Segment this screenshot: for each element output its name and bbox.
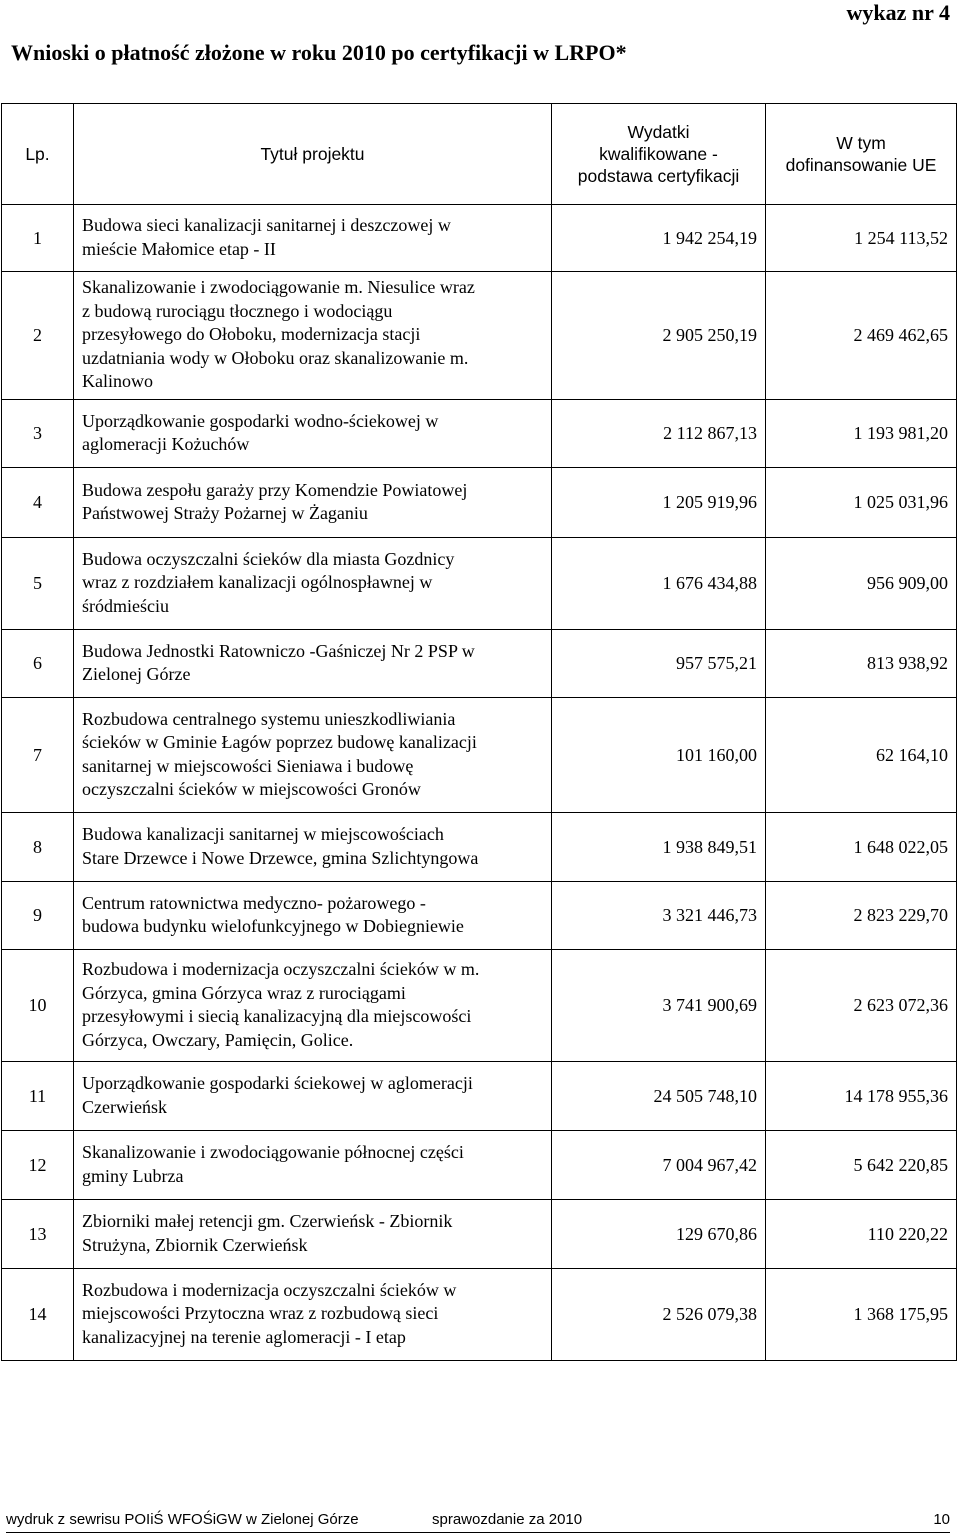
project-title-line: mieście Małomice etap - II [82,238,276,259]
header-eligible-line: podstawa certyfikacji [577,166,740,186]
row-eligible-expenses: 1 938 849,51 [552,813,766,882]
row-eu-cofinancing: 1 648 022,05 [766,813,957,882]
table-row [2,538,957,630]
table-row [2,1062,957,1131]
row-lp: 1 [2,205,74,272]
project-title-line: Budowa Jednostki Ratowniczo -Gaśniczej Nr 2 PSP w [82,640,475,661]
project-title-line: z budową rurociągu tłocznego i wodociągu [82,300,393,321]
row-eu-cofinancing: 5 642 220,85 [766,1131,957,1200]
row-eu-cofinancing: 110 220,22 [766,1200,957,1269]
row-eligible-expenses: 957 575,21 [552,630,766,698]
row-eligible-expenses: 3 321 446,73 [552,882,766,950]
footer-rule [6,1532,950,1533]
row-lp: 6 [2,630,74,698]
project-title-line: kanalizacyjnej na terenie aglomeracji - I etap [82,1326,406,1347]
project-title-line: Skanalizowanie i zwodociągowanie m. Niesulice wraz [82,277,475,298]
row-project-title [74,698,552,813]
project-title-line: Czerwieńsk [82,1096,167,1117]
page-title: Wnioski o płatność złożone w roku 2010 po certyfikacji w LRPO* [11,40,627,65]
footer-page-number: 10 [933,1511,950,1528]
project-title-line: śródmieściu [82,595,169,616]
table-row [2,1269,957,1361]
row-project-title [74,205,552,272]
row-eu-cofinancing: 2 623 072,36 [766,950,957,1062]
row-eu-cofinancing: 1 025 031,96 [766,468,957,538]
row-eu-cofinancing: 1 254 113,52 [766,205,957,272]
row-lp: 7 [2,698,74,813]
row-project-title [74,630,552,698]
project-title-line: Rozbudowa centralnego systemu unieszkodliwiania [82,708,456,729]
row-project-title [74,1200,552,1269]
row-lp: 11 [2,1062,74,1131]
table-row [2,1200,957,1269]
table-row [2,950,957,1062]
header-eu-line: dofinansowanie UE [785,155,937,175]
header-eligible [552,104,766,205]
table-row [2,468,957,538]
row-eu-cofinancing: 956 909,00 [766,538,957,630]
project-title-line: sanitarnej w miejscowości Sieniawa i budowę [82,755,414,776]
row-lp: 10 [2,950,74,1062]
row-lp: 5 [2,538,74,630]
row-project-title [74,1062,552,1131]
row-project-title [74,1131,552,1200]
row-lp: 8 [2,813,74,882]
project-title-line: Zielonej Górze [82,664,191,684]
project-title-line: uzdatniania wody w Ołoboku oraz skanalizowanie m. [82,347,469,368]
page-footer [6,1511,950,1533]
project-title-line: przesyłowego do Ołoboku, modernizacja stacji [82,324,421,345]
project-title-line: Zbiorniki małej retencji gm. Czerwieńsk - Zbiornik [82,1211,453,1231]
list-number-label: wykaz nr 4 [846,0,950,25]
project-title-line: Skanalizowanie i zwodociągowanie północnej części [82,1142,464,1162]
header-row [2,104,957,205]
row-eligible-expenses: 2 112 867,13 [552,400,766,468]
project-title-line: Strużyna, Zbiornik Czerwieńsk [82,1234,308,1255]
row-lp: 9 [2,882,74,950]
table-row [2,698,957,813]
row-eu-cofinancing: 2 469 462,65 [766,272,957,400]
project-title-line: miejscowości Przytoczna wraz z rozbudową sieci [82,1303,439,1324]
project-title-line: Państwowej Straży Pożarnej w Żaganiu [82,503,368,523]
row-project-title [74,813,552,882]
row-lp: 14 [2,1269,74,1361]
row-project-title [74,468,552,538]
row-project-title [74,882,552,950]
table-row [2,630,957,698]
header-title: Tytuł projektu [74,104,552,205]
table-row [2,272,957,400]
row-project-title [74,272,552,400]
row-lp: 13 [2,1200,74,1269]
table-row [2,1131,957,1200]
row-eu-cofinancing: 1 368 175,95 [766,1269,957,1361]
table-row [2,882,957,950]
project-title-line: oczyszczalni ścieków w miejscowości Gronów [82,779,421,799]
project-title-line: aglomeracji Kożuchów [82,434,250,454]
project-title-line: Budowa zespołu garaży przy Komendzie Powiatowej [82,479,468,500]
project-title-line: Budowa oczyszczalni ścieków dla miasta Gozdnicy [82,548,455,569]
row-eligible-expenses: 1 942 254,19 [552,205,766,272]
row-eligible-expenses: 2 905 250,19 [552,272,766,400]
table-row [2,205,957,272]
row-eu-cofinancing: 813 938,92 [766,630,957,698]
header-eu [766,104,957,205]
project-title-line: Górzyca, gmina Górzyca wraz z rurociągami [82,982,406,1003]
header-eu-line: W tym [836,133,886,153]
project-title-line: przesyłowymi i siecią kanalizacyjną dla miejscowości [82,1006,472,1026]
row-project-title [74,1269,552,1361]
row-eligible-expenses: 129 670,86 [552,1200,766,1269]
project-title-line: Centrum ratownictwa medyczno- pożarowego - [82,892,426,913]
project-title-line: Kalinowo [82,371,153,392]
project-title-line: Rozbudowa i modernizacja oczyszczalni ścieków w m. [82,959,480,979]
row-eu-cofinancing: 62 164,10 [766,698,957,813]
row-eligible-expenses: 2 526 079,38 [552,1269,766,1361]
row-eligible-expenses: 1 676 434,88 [552,538,766,630]
footer-report: sprawozdanie za 2010 [432,1511,583,1528]
row-lp: 12 [2,1131,74,1200]
row-lp: 3 [2,400,74,468]
project-title-line: Rozbudowa i modernizacja oczyszczalni ścieków w [82,1279,457,1300]
payments-table [1,103,957,1361]
header-eligible-line: kwalifikowane - [599,144,718,164]
row-eu-cofinancing: 1 193 981,20 [766,400,957,468]
header-lp: Lp. [2,104,74,205]
project-title-line: Budowa sieci kanalizacji sanitarnej i deszczowej w [82,215,451,235]
header-eligible-line: Wydatki [627,122,690,142]
row-eligible-expenses: 1 205 919,96 [552,468,766,538]
footer-source: wydruk z sewrisu POIiŚ WFOŚiGW w Zielonej Górze [6,1511,359,1528]
project-title-line: Górzyca, Owczary, Pamięcin, Golice. [82,1029,354,1050]
row-eligible-expenses: 24 505 748,10 [552,1062,766,1131]
project-title-line: Uporządkowanie gospodarki wodno-ściekowej w [82,410,439,431]
table-body [2,205,957,1361]
project-title-line: gminy Lubrza [82,1165,184,1186]
project-title-line: Uporządkowanie gospodarki ściekowej w aglomeracji [82,1073,473,1093]
project-title-line: Stare Drzewce i Nowe Drzewce, gmina Szlichtyngowa [82,847,479,868]
project-title-line: wraz z rozdziałem kanalizacji ogólnospławnej w [82,572,433,593]
row-lp: 2 [2,272,74,400]
table-row [2,400,957,468]
table-row [2,813,957,882]
project-title-line: ścieków w Gminie Łagów poprzez budowę kanalizacji [82,732,477,752]
project-title-line: Budowa kanalizacji sanitarnej w miejscowościach [82,824,444,844]
row-project-title [74,950,552,1062]
row-eligible-expenses: 101 160,00 [552,698,766,813]
project-title-line: budowa budynku wielofunkcyjnego w Dobiegniewie [82,916,464,936]
row-project-title [74,538,552,630]
row-eu-cofinancing: 14 178 955,36 [766,1062,957,1131]
row-lp: 4 [2,468,74,538]
row-eligible-expenses: 7 004 967,42 [552,1131,766,1200]
row-eu-cofinancing: 2 823 229,70 [766,882,957,950]
row-project-title [74,400,552,468]
row-eligible-expenses: 3 741 900,69 [552,950,766,1062]
